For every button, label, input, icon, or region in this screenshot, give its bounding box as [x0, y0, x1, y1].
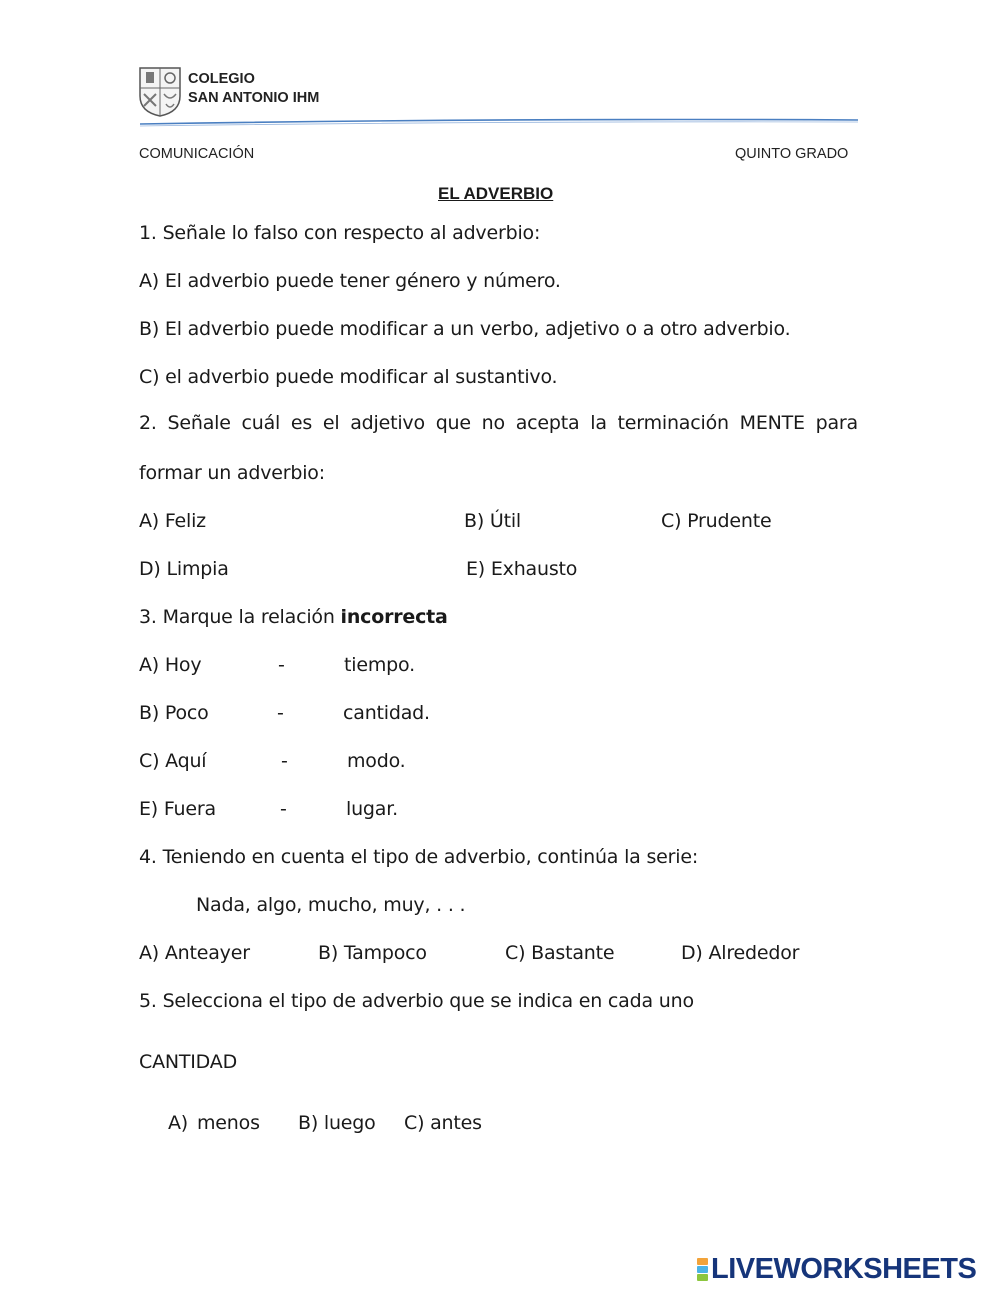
- q3-option-a-word[interactable]: A) Hoy: [139, 654, 202, 676]
- q5-option-b[interactable]: B) luego: [298, 1112, 376, 1134]
- q4-option-c[interactable]: C) Bastante: [505, 942, 615, 964]
- q3-option-e-dash: -: [280, 798, 287, 820]
- liveworksheets-logo: [697, 1253, 976, 1285]
- q2-prompt-line2: formar un adverbio:: [139, 462, 325, 484]
- q5-category: CANTIDAD: [139, 1051, 238, 1073]
- q2-option-b[interactable]: B) Útil: [464, 510, 522, 532]
- q2-option-e[interactable]: E) Exhausto: [466, 558, 578, 580]
- school-name-line1: COLEGIO: [188, 71, 255, 87]
- q3-prompt-text: 3. Marque la relación: [139, 606, 341, 628]
- q3-option-e-word[interactable]: E) Fuera: [139, 798, 216, 820]
- q4-prompt: 4. Teniendo en cuenta el tipo de adverbio, continúa la serie:: [139, 846, 699, 868]
- q3-option-a-type: tiempo.: [344, 654, 415, 676]
- q4-option-a[interactable]: A) Anteayer: [139, 942, 250, 964]
- subject-label: COMUNICACIÓN: [139, 146, 255, 162]
- q3-option-b-dash: -: [277, 702, 284, 724]
- q4-option-d[interactable]: D) Alrededor: [681, 942, 800, 964]
- liveworksheets-wordmark: LIVEWORKSHEETS: [711, 1252, 977, 1285]
- header-divider: [140, 117, 858, 129]
- q1-prompt: 1. Señale lo falso con respecto al adverbio:: [139, 222, 541, 244]
- q3-option-c-dash: -: [281, 750, 288, 772]
- q1-option-c[interactable]: C) el adverbio puede modificar al sustantivo.: [139, 366, 558, 388]
- school-name: [188, 70, 319, 108]
- q1-option-b[interactable]: B) El adverbio puede modificar a un verbo, adjetivo o a otro adverbio.: [139, 318, 791, 340]
- q3-option-e-type: lugar.: [346, 798, 398, 820]
- q2-option-c[interactable]: C) Prudente: [661, 510, 772, 532]
- q3-option-b-word[interactable]: B) Poco: [139, 702, 209, 724]
- q1-option-a[interactable]: A) El adverbio puede tener género y número.: [139, 270, 561, 292]
- q3-option-a-dash: -: [278, 654, 285, 676]
- q2-option-a[interactable]: A) Feliz: [139, 510, 206, 532]
- q5-option-a-marker: A): [168, 1112, 189, 1134]
- q3-prompt: [139, 606, 448, 628]
- school-crest-icon: [138, 66, 182, 118]
- page-title: EL ADVERBIO: [438, 184, 554, 203]
- q5-option-c[interactable]: C) antes: [404, 1112, 482, 1134]
- q4-series: Nada, algo, mucho, muy, . . .: [196, 894, 466, 916]
- q5-prompt: 5. Selecciona el tipo de adverbio que se indica en cada uno: [139, 990, 694, 1012]
- q3-option-b-type: cantidad.: [343, 702, 430, 724]
- q4-option-b[interactable]: B) Tampoco: [318, 942, 427, 964]
- liveworksheets-blocks-icon: [697, 1258, 708, 1281]
- q3-prompt-emphasis: incorrecta: [340, 606, 448, 628]
- q3-option-c-word[interactable]: C) Aquí: [139, 750, 207, 772]
- school-name-line2: SAN ANTONIO IHM: [188, 90, 320, 106]
- q5-option-a[interactable]: menos: [197, 1112, 260, 1134]
- q2-prompt-line1: 2. Señale cuál es el adjetivo que no acepta la terminación MENTE para: [139, 412, 858, 434]
- q3-option-c-type: modo.: [347, 750, 406, 772]
- q2-option-d[interactable]: D) Limpia: [139, 558, 229, 580]
- grade-label: QUINTO GRADO: [735, 146, 849, 162]
